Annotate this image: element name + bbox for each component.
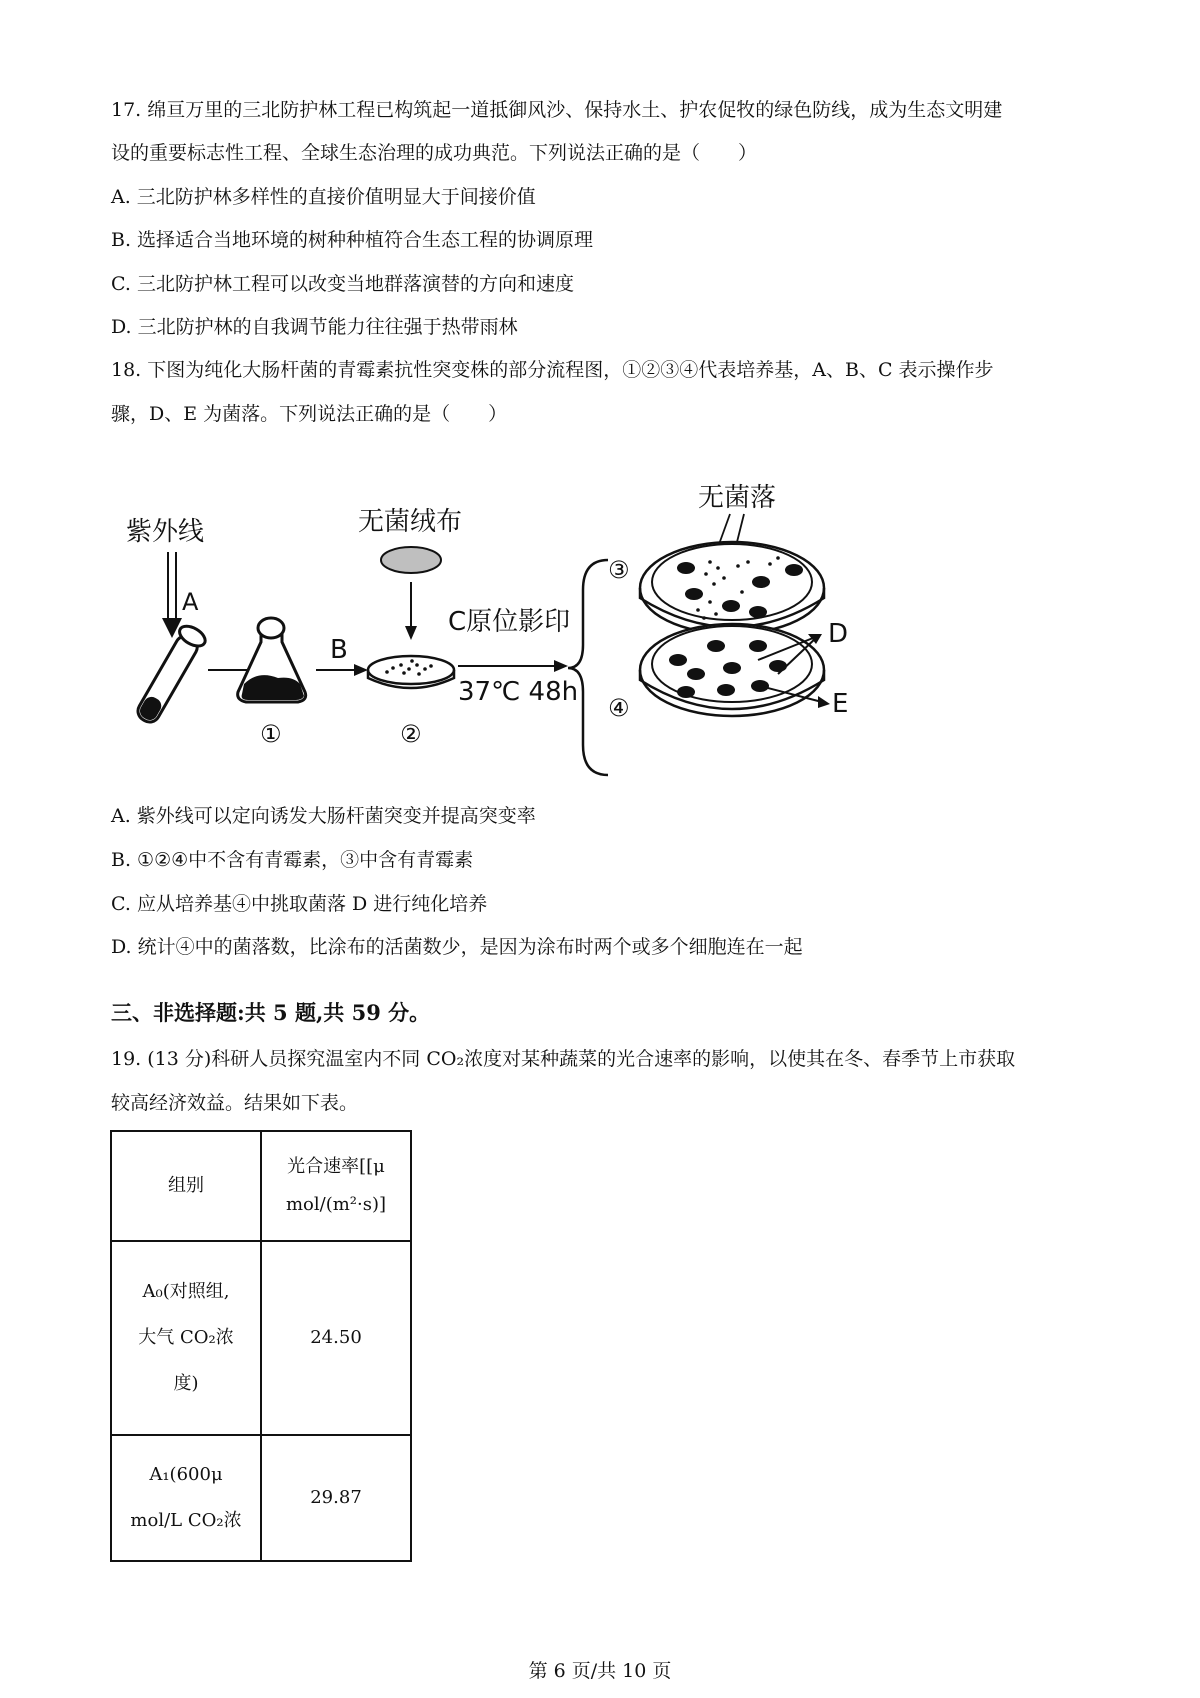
- q17-option-c: C. 三北防护林工程可以改变当地群落演替的方向和速度: [111, 273, 574, 295]
- q17-stem-line2: 设的重要标志性工程、全球生态治理的成功典范。下列说法正确的是（ ）: [111, 142, 758, 164]
- table-row: [111, 1241, 411, 1435]
- test-tube-icon: [132, 622, 209, 727]
- no-colony-label: 无菌落: [698, 483, 777, 513]
- row-a0-group: [111, 1241, 261, 1435]
- page-footer: 第 6 页/共 10 页: [528, 1660, 672, 1682]
- medium-3-label: ③: [608, 556, 630, 584]
- q18-option-c: C. 应从培养基④中挑取菌落 D 进行纯化培养: [111, 893, 488, 915]
- row-a0-group-line1: A₀(对照组,: [142, 1281, 230, 1302]
- header-group: [111, 1131, 261, 1241]
- uv-label: 紫外线: [126, 517, 205, 547]
- plate-4-icon: [640, 624, 824, 716]
- row-a1-group-line2: mol/L CO₂浓: [130, 1510, 242, 1531]
- colony-e-label: E: [832, 689, 849, 719]
- q17-option-b: B. 选择适合当地环境的树种种植符合生态工程的协调原理: [111, 229, 594, 251]
- q17-stem-line1: 17. 绵亘万里的三北防护林工程已构筑起一道抵御风沙、保持水土、护农促牧的绿色防线，成为生态文明建: [111, 99, 1003, 121]
- plate-2-icon: [368, 656, 454, 688]
- q17-option-d: D. 三北防护林的自我调节能力往往强于热带雨林: [111, 316, 518, 338]
- header-rate-line2: mol/(m²·s)]: [285, 1194, 387, 1215]
- row-a1-rate: 29.87: [261, 1435, 411, 1561]
- row-a1-group-line1: A₁(600μ: [149, 1464, 223, 1485]
- q18-stem-line1: 18. 下图为纯化大肠杆菌的青霉素抗性突变株的部分流程图，①②③④代表培养基，A、B、C 表示操作步: [111, 359, 994, 381]
- brace: [568, 560, 608, 775]
- row-a0-group-line3: 度): [173, 1373, 199, 1394]
- row-a1-group: [111, 1435, 261, 1561]
- q18-stem-line2: 骤，D、E 为菌落。下列说法正确的是（ ）: [111, 403, 508, 425]
- step-a-label: A: [182, 588, 199, 616]
- photosynthesis-table: [110, 1130, 412, 1562]
- replica-label: C原位影印: [448, 607, 571, 637]
- arrow-b-head: [354, 664, 368, 676]
- velvet-arrow-head: [405, 626, 417, 640]
- header-rate-line1: 光合速率[[μ: [287, 1156, 385, 1177]
- flask-icon: [238, 618, 306, 702]
- q18-option-a: A. 紫外线可以定向诱发大肠杆菌突变并提高突变率: [111, 805, 536, 827]
- row-a0-rate: 24.50: [261, 1241, 411, 1435]
- arrow-c-head: [554, 660, 568, 672]
- velvet-label: 无菌绒布: [358, 507, 463, 537]
- step-b-label: B: [330, 635, 348, 665]
- row-a0-group-line2: 大气 CO₂浓: [138, 1327, 234, 1348]
- replica-plating-diagram: [118, 470, 1118, 790]
- condition-label: 37℃ 48h: [458, 677, 579, 707]
- table-header-row: [111, 1131, 411, 1241]
- plate-3-icon: [640, 542, 824, 634]
- medium-2-label: ②: [400, 720, 422, 748]
- section-3-heading: 三、非选择题:共 5 题,共 59 分。: [111, 1000, 431, 1025]
- table-row: [111, 1435, 411, 1561]
- diagram-svg: [118, 470, 1118, 790]
- medium-1-label: ①: [260, 720, 282, 748]
- medium-4-label: ④: [608, 694, 630, 722]
- velvet-pad-icon: [381, 547, 441, 573]
- q18-option-b: B. ①②④中不含有青霉素，③中含有青霉素: [111, 849, 474, 871]
- q17-option-a: A. 三北防护林多样性的直接价值明显大于间接价值: [111, 186, 536, 208]
- q18-option-d: D. 统计④中的菌落数，比涂布的活菌数少，是因为涂布时两个或多个细胞连在一起: [111, 936, 803, 958]
- colony-e-pointer-head: [818, 696, 830, 708]
- q19-stem-line1: 19. (13 分)科研人员探究温室内不同 CO₂浓度对某种蔬菜的光合速率的影响，以使其在冬、春季节上市获取: [111, 1048, 1016, 1070]
- header-rate: [261, 1131, 411, 1241]
- colony-d-label: D: [828, 619, 849, 649]
- header-group-text: 组别: [168, 1175, 204, 1196]
- q19-stem-line2: 较高经济效益。结果如下表。: [111, 1092, 359, 1114]
